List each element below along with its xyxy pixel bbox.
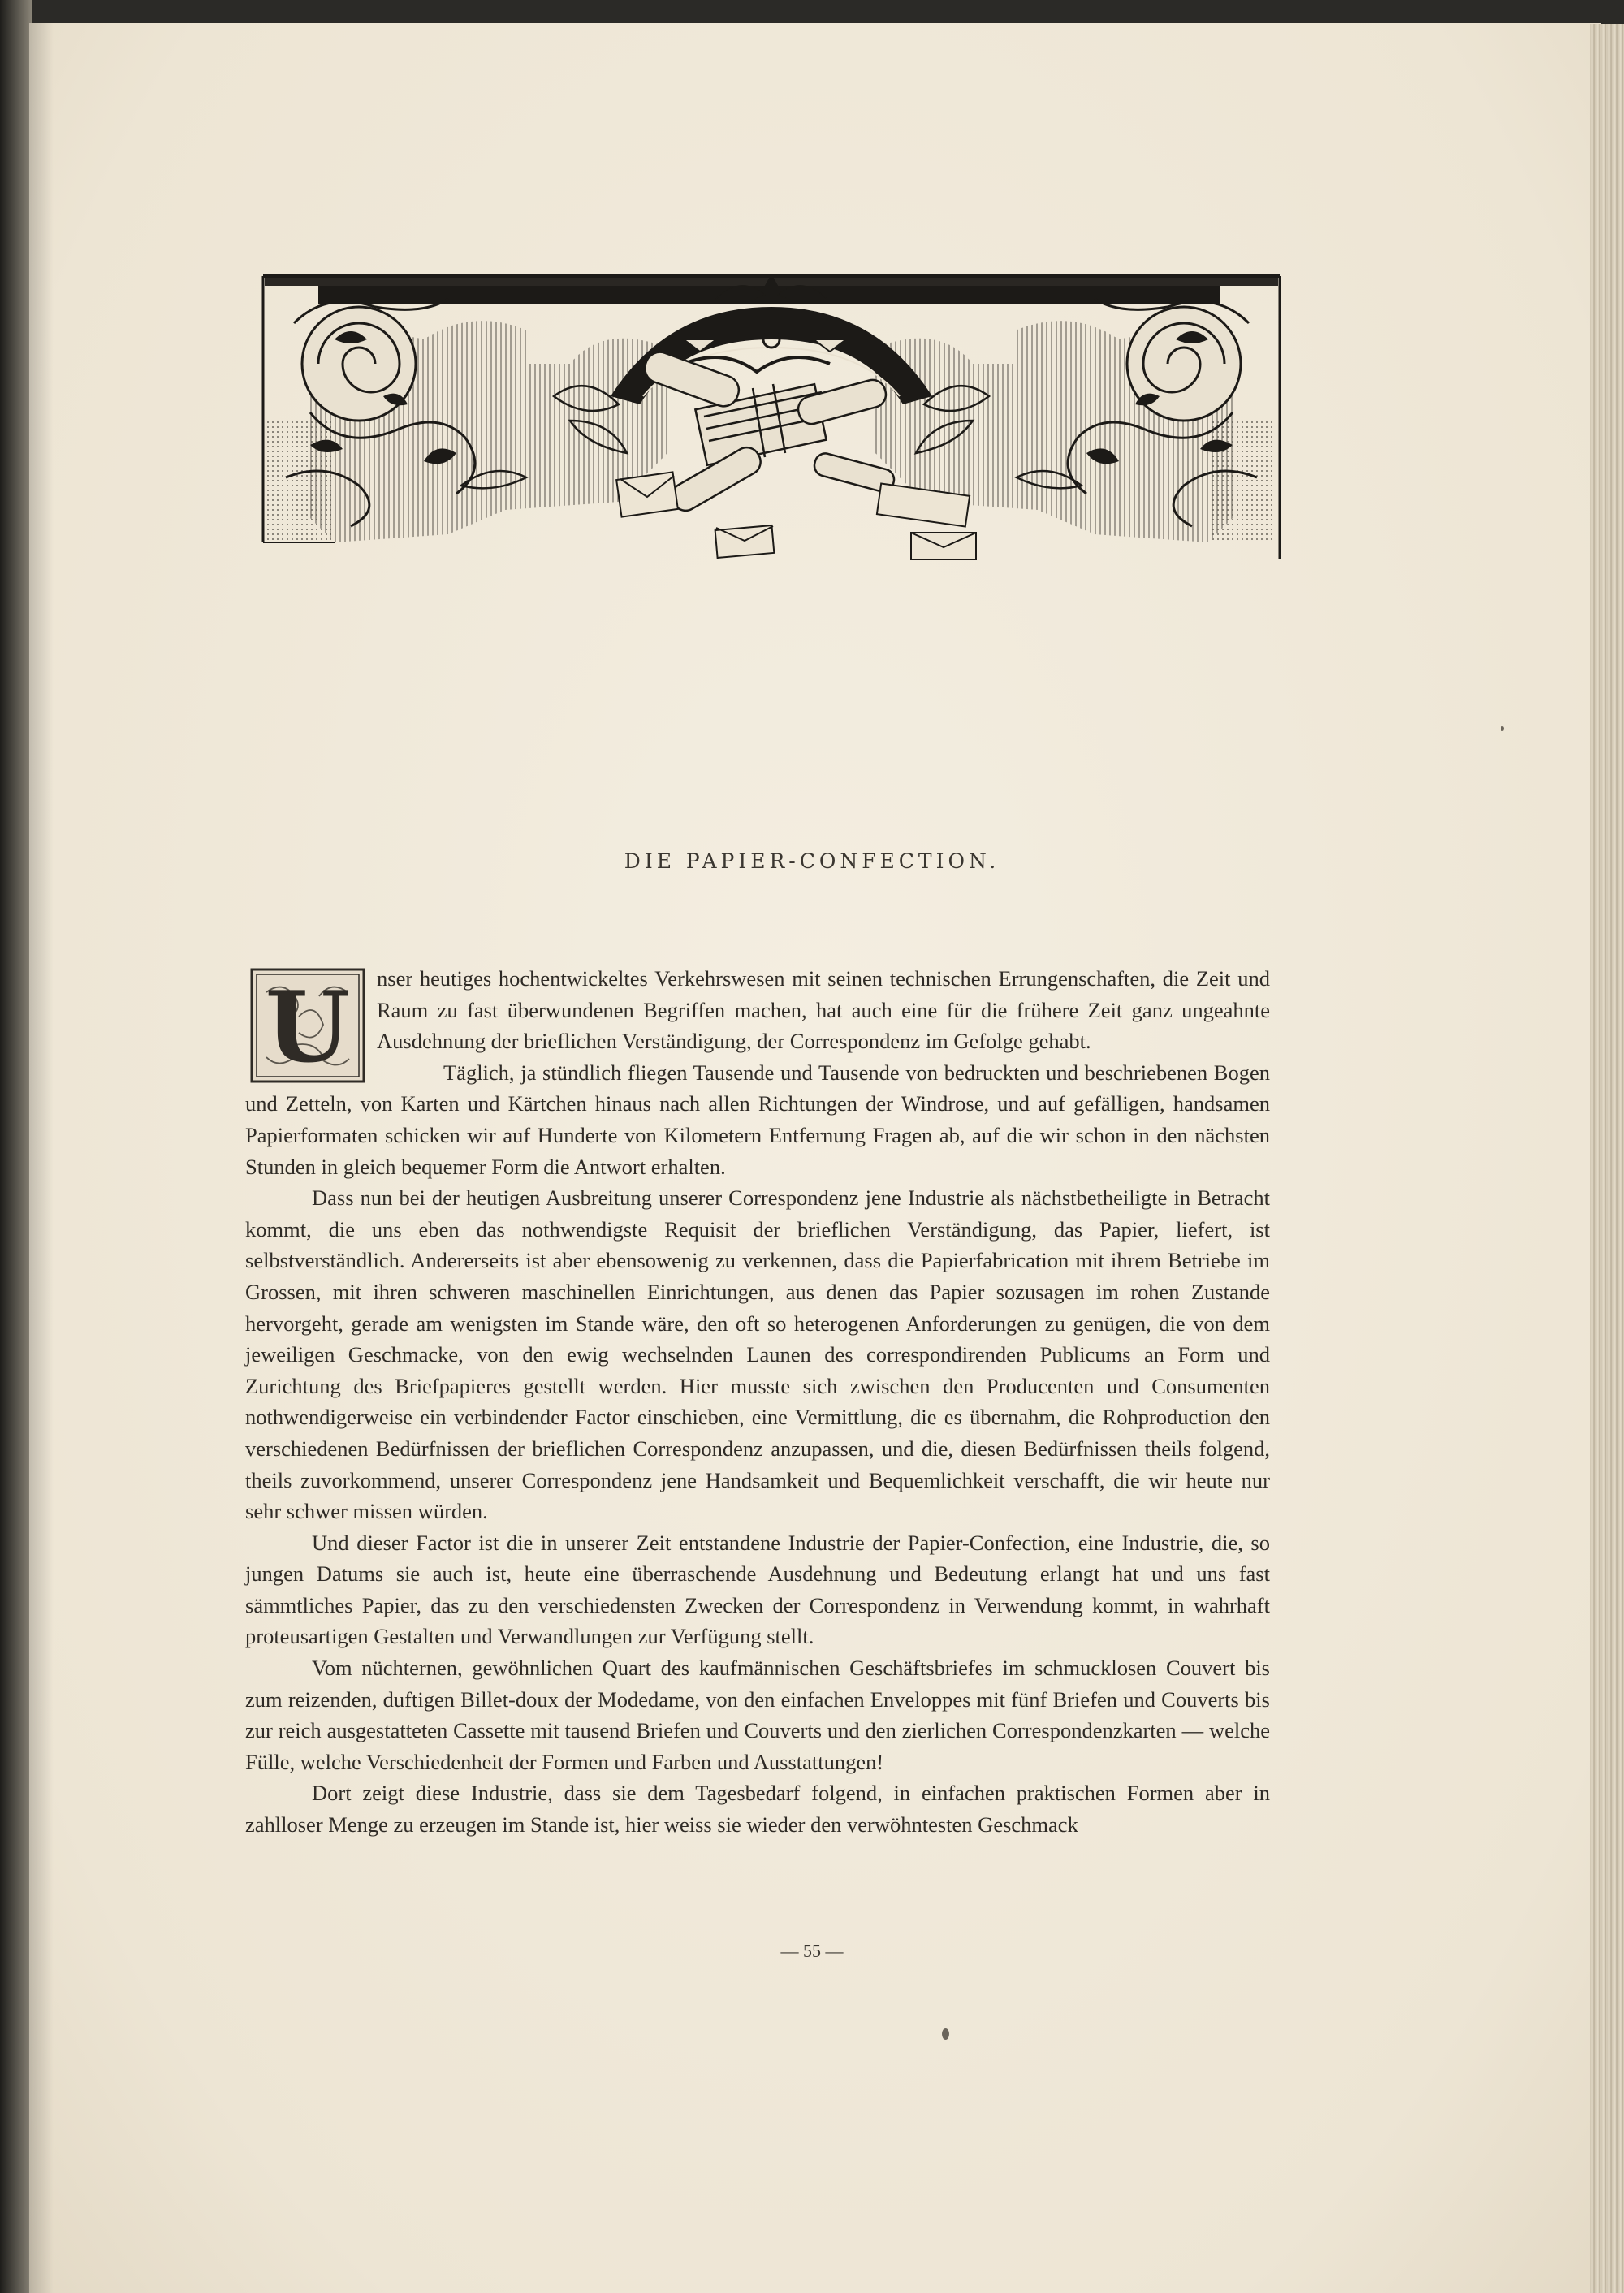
body-text bbox=[245, 963, 1270, 1841]
ink-speck bbox=[942, 2028, 949, 2040]
ink-speck bbox=[1501, 726, 1504, 731]
paragraph-1 bbox=[245, 963, 1270, 1057]
paragraph-5: Vom nüchternen, gewöhnlichen Quart des kaufmännischen Geschäftsbriefes im schmucklosen Couvert bis zum reizenden, duftigen Billet-doux der Modedame, von den einfachen Enveloppes mit fünf Briefen und Couverts bis zur reich ausgestatteten Cassette mit tausend Briefen und Couverts und den zierlichen Correspondenzkarten — welche Fülle, welche Verschiedenheit der Formen und Farben und Ausstattungen! bbox=[245, 1656, 1270, 1774]
paragraph-1-text: nser heutiges hochentwickeltes Verkehrswesen mit seinen technischen Errungenschaften, die Zeit und Raum zu fast überwundenen Begriffen machen, hat auch eine für die frühere Zeit ganz ungeahnte Ausdehnung der brieflichen Verständigung, der Correspondenz im Gefolge gehabt. bbox=[377, 966, 1270, 1054]
ornamental-headpiece-illustration bbox=[261, 274, 1281, 560]
chapter-title: DIE PAPIER-CONFECTION. bbox=[624, 849, 1000, 873]
paragraph-2: Täglich, ja stündlich fliegen Tausende und Tausende von bedruckten und beschriebenen Bogen und Zetteln, von Karten und Kärtchen hinaus nach allen Richtungen der Windrose, und auf gefälligen, handsamen Papierformaten schicken wir auf Hunderte von Kilometern Entfernung Fragen ab, auf die wir schon in den nächsten Stunden in gleich bequemer Form die Antwort erhalten. bbox=[245, 1060, 1270, 1179]
initial-letter-glyph: U bbox=[265, 970, 351, 1083]
paragraph-4: Und dieser Factor ist die in unserer Zeit entstandene Industrie der Papier-Confection, eine Industrie, die, so jungen Datums sie auch ist, heute eine überraschende Ausdehnung und Bedeutung erlangt hat und uns fast sämmtliches Papier, das zu den verschiedensten Zwecken der Correspondenz in Verwendung kommt, in wahrhaft proteusartigen Gestalten und Verwandlungen zur Verfügung stellt. bbox=[245, 1530, 1270, 1649]
page-number: — 55 — bbox=[780, 1941, 844, 1961]
paragraph-6: Dort zeigt diese Industrie, dass sie dem Tagesbedarf folgend, in einfachen praktischen Formen aber in zahlloser Menge zu erzeugen im Stande ist, hier weiss sie wieder den verwöhntesten Geschmack bbox=[245, 1781, 1270, 1837]
initial-spacer bbox=[245, 963, 377, 1085]
paragraph-3: Dass nun bei der heutigen Ausbreitung unserer Correspondenz jene Industrie als nächstbetheiligte in Betracht kommt, die uns eben das nothwendigste Requisit der brieflichen Verständigung, das Papier, liefert, ist selbstverständlich. Andererseits ist aber ebensowenig zu verkennen, dass die Papierfabrication mit ihrem Betriebe im Grossen, mit ihren schweren maschinellen Einrichtungen, aus denen das Papier sozusagen im rohen Zustande hervorgeht, gerade am wenigsten im Stande wäre, den oft so heterogenen Anforderungen zu genügen, die von dem jeweiligen Geschmacke, von den ewig wechselnden Launen des correspondirenden Publicums an Form und Zurichtung des Briefpapieres gestellt werden. Hier musste sich zwischen den Producenten und Consumenten nothwendigerweise ein verbindender Factor einschieben, eine Vermittlung, die es übernahm, die Rohproduction den verschiedenen Bedürfnissen der brieflichen Correspondenz anzupassen, und die, diesen Bedürfnissen theils folgend, theils zuvorkommend, unserer Correspondenz jene Handsamkeit und Bequemlichkeit verschafft, die wir heute nur sehr schwer missen würden. bbox=[245, 1185, 1270, 1524]
